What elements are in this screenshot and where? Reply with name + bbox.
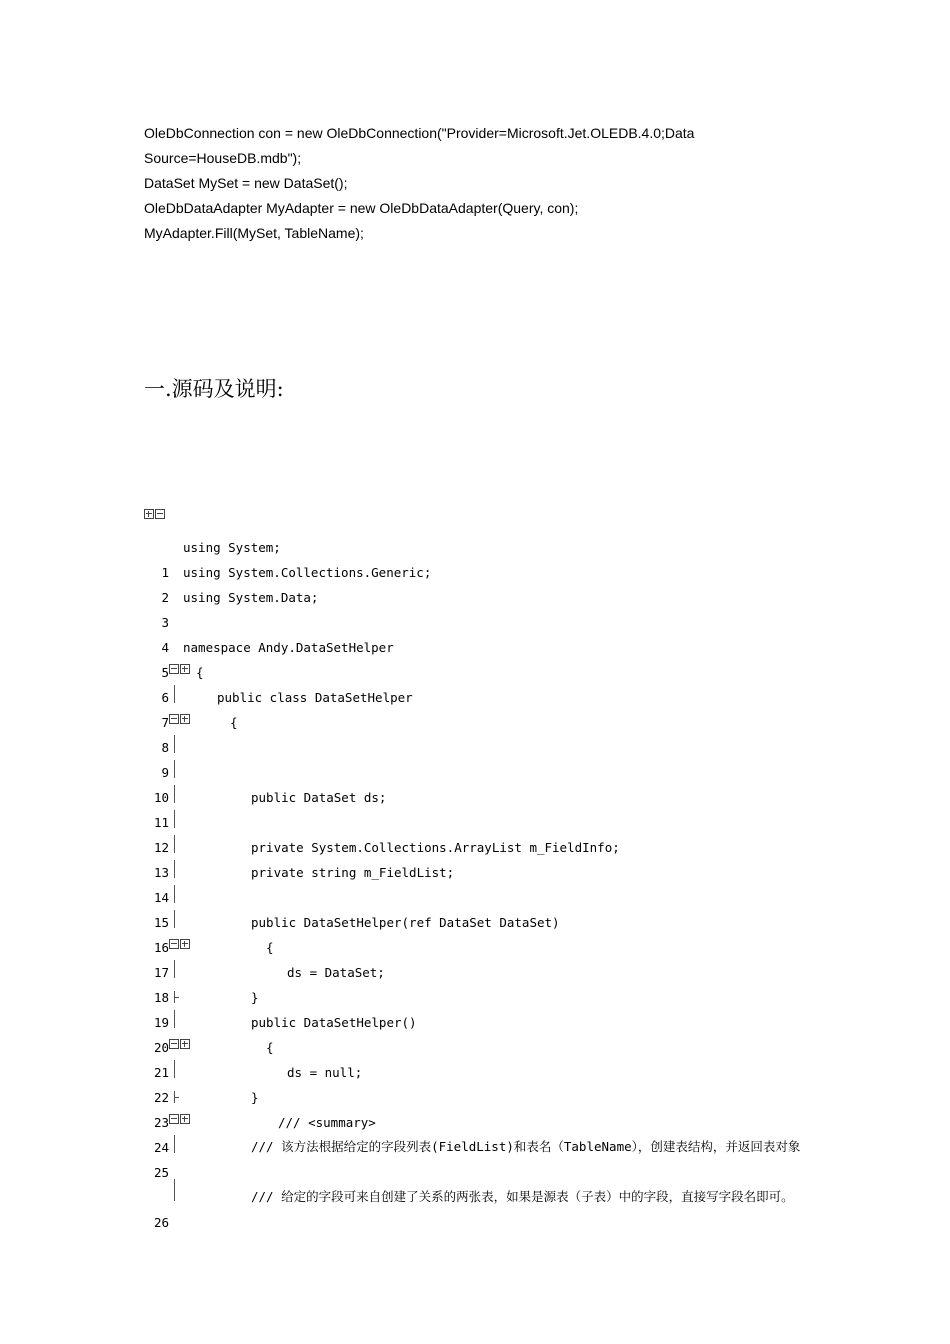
code-line (144, 1135, 824, 1185)
code-text: /// 给定的字段可来自创建了关系的两张表，如果是源表（子表）中的字段，直接写字段名即可。 (251, 1189, 794, 1204)
code-text: /// 该方法根据给定的字段列表(FieldList)和表名（TableName），创建表结构，并返回表对象 (251, 1139, 801, 1154)
line-number: 6 (161, 690, 169, 705)
code-text: /// <summary> (278, 1115, 376, 1130)
fold-toggle[interactable] (169, 939, 190, 949)
code-line (144, 635, 824, 680)
code-text: { (230, 715, 238, 730)
expand-icon[interactable] (180, 664, 190, 674)
code-line (144, 1185, 824, 1235)
fold-guide (174, 1010, 175, 1028)
code-text: } (251, 990, 259, 1005)
line-number: 2 (161, 590, 169, 605)
line-number: 26 (153, 1215, 169, 1230)
code-text: using System; (183, 540, 281, 555)
code-line (144, 585, 824, 630)
fold-guide (174, 785, 175, 803)
fold-end-marker (174, 991, 175, 1003)
fold-guide (174, 1060, 175, 1078)
line-number: 10 (153, 790, 169, 805)
code-line (144, 710, 824, 755)
expand-icon[interactable] (180, 1114, 190, 1124)
code-text: using System.Data; (183, 590, 319, 605)
section-heading: 一.源码及说明: (144, 377, 284, 401)
line-number: 12 (153, 840, 169, 855)
line-number: 25 (153, 1165, 169, 1180)
collapse-icon[interactable] (169, 664, 179, 674)
code-line (144, 1010, 824, 1055)
code-text: private string m_FieldList; (251, 865, 455, 880)
line-number: 22 (153, 1090, 169, 1105)
code-line (144, 685, 824, 730)
code-text: using System.Collections.Generic; (183, 565, 432, 580)
intro-code-line: OleDbConnection con = new OleDbConnection("Provider=Microsoft.Jet.OLEDB.4.0;Data (144, 125, 695, 141)
code-text: ds = DataSet; (287, 965, 385, 980)
code-text: private System.Collections.ArrayList m_FieldInfo; (251, 840, 620, 855)
line-number: 7 (161, 715, 169, 730)
fold-guide (174, 685, 175, 703)
line-number: 23 (153, 1115, 169, 1130)
fold-guide (174, 835, 175, 853)
intro-code-block (144, 121, 834, 246)
line-number: 4 (161, 640, 169, 655)
fold-toggle[interactable] (169, 1039, 190, 1049)
intro-code-line: OleDbDataAdapter MyAdapter = new OleDbDataAdapter(Query, con); (144, 200, 579, 216)
line-number: 19 (153, 1015, 169, 1030)
line-number: 24 (153, 1140, 169, 1155)
fold-guide (174, 960, 175, 978)
fold-guide (174, 735, 175, 753)
collapse-all-icon[interactable] (155, 509, 165, 519)
collapse-icon[interactable] (169, 714, 179, 724)
expand-icon[interactable] (180, 1039, 190, 1049)
fold-end-marker (174, 1091, 175, 1103)
code-text: public class DataSetHelper (217, 690, 413, 705)
line-number: 14 (153, 890, 169, 905)
line-number: 11 (153, 815, 169, 830)
intro-code-line: DataSet MySet = new DataSet(); (144, 175, 348, 191)
code-line (144, 735, 824, 780)
fold-toggle[interactable] (169, 1114, 190, 1124)
line-number: 9 (161, 765, 169, 780)
code-text: { (266, 1040, 274, 1055)
fold-guide (174, 885, 175, 903)
line-number: 1 (161, 565, 169, 580)
code-text: { (266, 940, 274, 955)
code-text: public DataSetHelper(ref DataSet DataSet) (251, 915, 560, 930)
code-text: ds = null; (287, 1065, 363, 1080)
code-text: { (196, 665, 204, 680)
expand-icon[interactable] (180, 939, 190, 949)
expand-icon[interactable] (180, 714, 190, 724)
code-line (144, 860, 824, 905)
fold-guide (174, 910, 175, 928)
line-number: 13 (153, 865, 169, 880)
line-number: 16 (153, 940, 169, 955)
line-number: 5 (161, 665, 169, 680)
code-text: namespace Andy.DataSetHelper (183, 640, 394, 655)
line-number: 20 (153, 1040, 169, 1055)
code-view-toggles (144, 509, 165, 519)
code-line (144, 785, 824, 830)
line-number: 18 (153, 990, 169, 1005)
code-text: public DataSetHelper() (251, 1015, 417, 1030)
fold-guide (174, 810, 175, 828)
code-text: } (251, 1090, 259, 1105)
code-text: public DataSet ds; (251, 790, 387, 805)
expand-all-icon[interactable] (144, 509, 154, 519)
collapse-icon[interactable] (169, 1039, 179, 1049)
source-code-listing (144, 535, 824, 1235)
collapse-icon[interactable] (169, 939, 179, 949)
intro-code-line: MyAdapter.Fill(MySet, TableName); (144, 225, 364, 241)
fold-toggle[interactable] (169, 714, 190, 724)
fold-toggle[interactable] (169, 664, 190, 674)
line-number: 8 (161, 740, 169, 755)
line-number: 15 (153, 915, 169, 930)
code-line (144, 960, 824, 1005)
intro-code-line: Source=HouseDB.mdb"); (144, 150, 302, 166)
fold-guide (174, 860, 175, 878)
line-number: 3 (161, 615, 169, 630)
collapse-icon[interactable] (169, 1114, 179, 1124)
code-line (144, 1060, 824, 1105)
code-line (144, 910, 824, 955)
line-number: 21 (153, 1065, 169, 1080)
fold-guide (174, 760, 175, 778)
line-number: 17 (153, 965, 169, 980)
